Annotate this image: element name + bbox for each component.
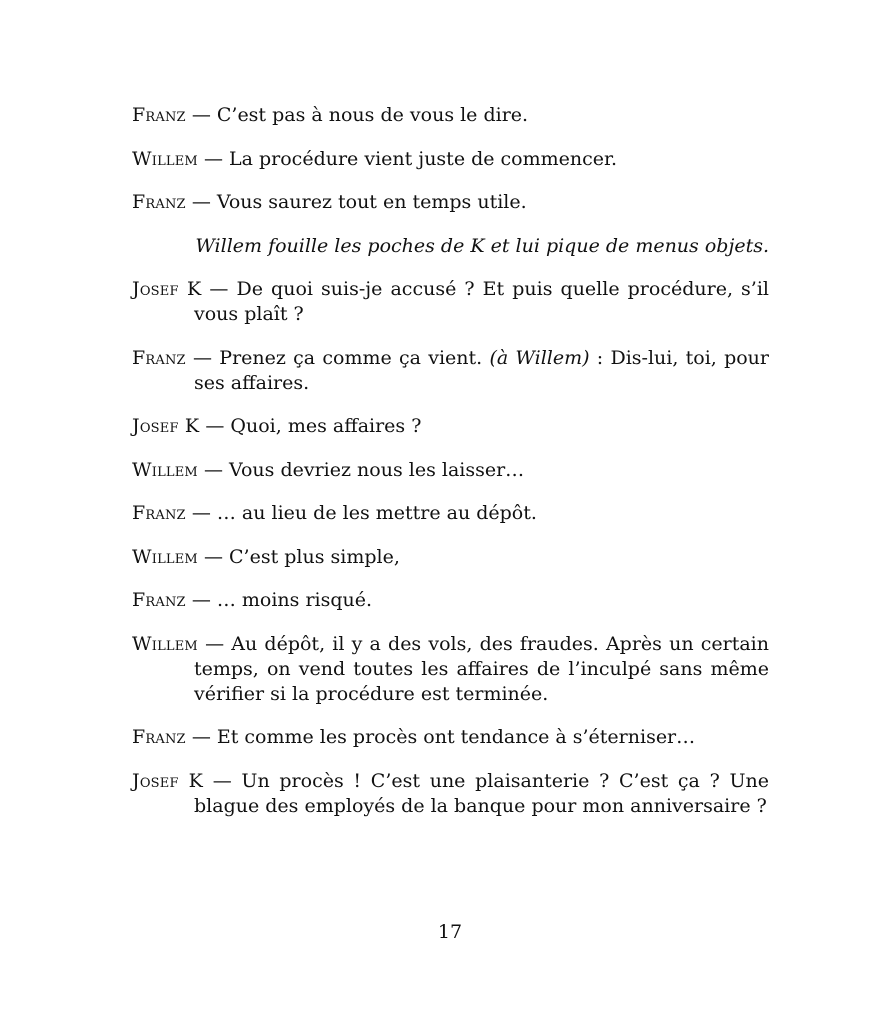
dialogue-text-span: — … moins risqué. bbox=[185, 589, 373, 611]
dialogue-text bbox=[132, 103, 769, 837]
speaker-name: Franz bbox=[132, 191, 186, 213]
dialogue-line bbox=[132, 190, 769, 215]
speaker-name: Franz bbox=[132, 104, 186, 126]
dialogue-text-span: : Dis-lui, toi, pour ses affaires. bbox=[194, 346, 769, 394]
speaker-name: Josef K bbox=[132, 769, 203, 792]
speaker-name: Willem bbox=[132, 147, 198, 170]
stage-direction: Willem fouille les poches de K et lui pique de menus objets. bbox=[195, 234, 769, 257]
dialogue-text-span: — La procédure vient juste de commencer. bbox=[197, 147, 618, 170]
dialogue-text-span: — De quoi suis-je accusé ? Et puis quelle procédure, s’il vous plaît ? bbox=[194, 278, 769, 325]
dialogue-text-span: — C’est plus simple, bbox=[197, 545, 400, 568]
dialogue-line bbox=[132, 346, 769, 396]
dialogue-line bbox=[132, 103, 769, 128]
dialogue-text-span: — Au dépôt, il y a des vols, des fraudes. Après un certain temps, on vend toutes les affaires de l’inculpé sans même vérifier si la procédure est terminée. bbox=[194, 632, 769, 705]
dialogue-line bbox=[132, 769, 769, 819]
dialogue-text-span: — Et comme les procès ont tendance à s’éterniser… bbox=[185, 726, 696, 748]
dialogue-text-span: — … au lieu de les mettre au dépôt. bbox=[185, 502, 537, 524]
speaker-name: Josef K bbox=[132, 278, 202, 300]
dialogue-text-span: — Vous saurez tout en temps utile. bbox=[185, 191, 527, 213]
dialogue-line bbox=[132, 545, 769, 570]
speaker-name: Franz bbox=[132, 589, 186, 611]
dialogue-line bbox=[132, 458, 769, 483]
speaker-name: Franz bbox=[132, 346, 186, 369]
dialogue-line bbox=[132, 588, 769, 613]
dialogue-text-span: — Prenez ça comme ça vient. bbox=[185, 346, 490, 369]
speaker-name: Josef K bbox=[132, 415, 200, 437]
speaker-name: Willem bbox=[132, 545, 198, 568]
dialogue-text-span: — Un procès ! C’est une plaisanterie ? C’est ça ? Une blague des employés de la banque pour mon anniversaire ? bbox=[194, 769, 769, 817]
speaker-name: Willem bbox=[132, 632, 198, 655]
dialogue-line bbox=[132, 414, 769, 439]
dialogue-line bbox=[132, 147, 769, 172]
dialogue-line bbox=[132, 725, 769, 750]
speaker-name: Franz bbox=[132, 726, 186, 748]
dialogue-text-span: — C’est pas à nous de vous le dire. bbox=[185, 104, 529, 126]
dialogue-text-span: — Quoi, mes affaires ? bbox=[199, 415, 422, 437]
dialogue-line bbox=[132, 632, 769, 707]
aside-direction: (à Willem) bbox=[489, 346, 590, 369]
dialogue-text-span: — Vous devriez nous les laisser… bbox=[197, 458, 525, 481]
page-number: 17 bbox=[437, 921, 463, 943]
speaker-name: Franz bbox=[132, 502, 186, 524]
speaker-name: Willem bbox=[132, 458, 198, 481]
dialogue-line bbox=[132, 501, 769, 526]
dialogue-line bbox=[132, 277, 769, 327]
